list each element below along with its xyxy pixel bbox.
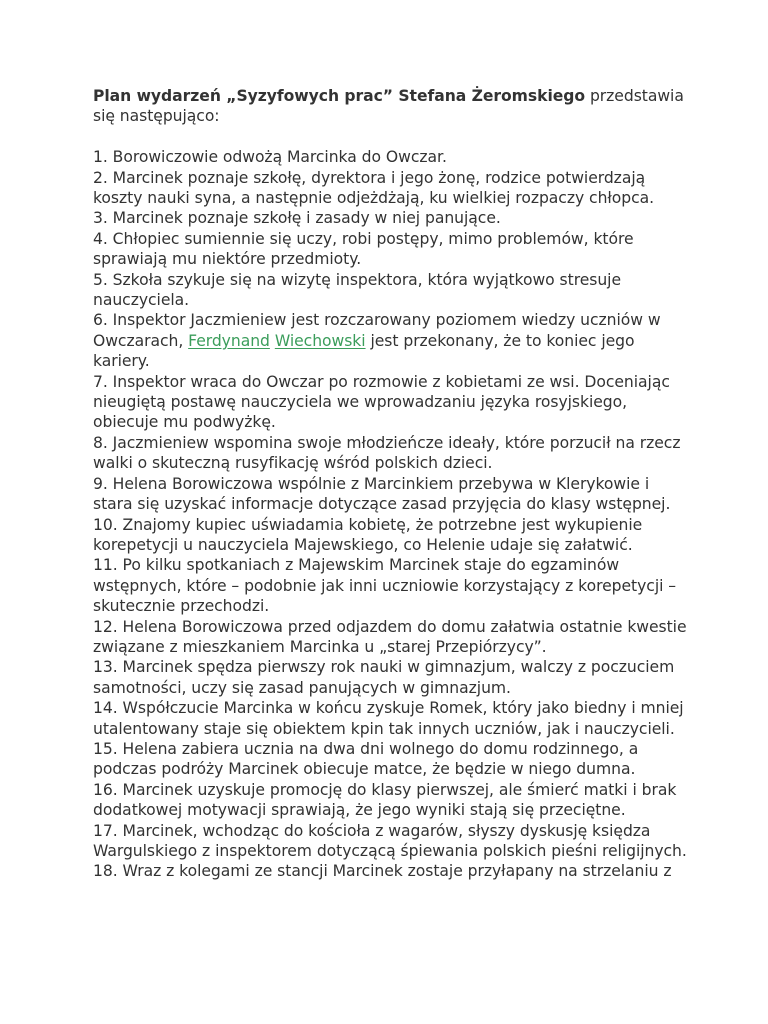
list-item-9: 9. Helena Borowiczowa wspólnie z Marcinkiem przebywa w Klerykowie i stara się uzyskać informacje dotyczące zasad przyjęcia do klasy wstępnej. [93,474,671,514]
list-item-11: 11. Po kilku spotkaniach z Majewskim Marcinek staje do egzaminów wstępnych, które – podobnie jak inni uczniowie korzystający z korepetycji – skutecznie przechodzi. [93,556,677,616]
list-item-1: 1. Borowiczowie odwożą Marcinka do Owczar. [93,148,447,167]
list-item-7: 7. Inspektor wraca do Owczar po rozmowie z kobietami ze wsi. Doceniając nieugiętą postawę nauczyciela we wprowadzaniu języka rosyjskiego, obiecuje mu podwyżkę. [93,372,670,432]
link-wiechowski[interactable]: Wiechowski [274,331,366,350]
list-item-2: 2. Marcinek poznaje szkołę, dyrektora i jego żonę, rodzice potwierdzają koszty nauki syna, a następnie odjeżdżają, ku wielkiej rozpaczy chłopca. [93,168,655,208]
list-item-15: 15. Helena zabiera ucznia na dwa dni wolnego do domu rodzinnego, a podczas podróży Marcinek obiecuje matce, że będzie w niego dumna. [93,739,639,779]
intro-rest: przedstawia się następująco: [93,87,684,126]
list-item-6 [93,310,693,371]
list-item-5: 5. Szkoła szykuje się na wizytę inspektora, która wyjątkowo stresuje nauczyciela. [93,270,621,310]
event-plan-list [93,147,693,882]
list-item-14: 14. Współczucie Marcinka w końcu zyskuje Romek, który jako biedny i mniej utalentowany staje się obiektem kpin tak innych uczniów, jak i nauczycieli. [93,699,684,738]
list-item-12: 12. Helena Borowiczowa przed odjazdem do domu załatwia ostatnie kwestie związane z mieszkaniem Marcinka u „starej Przepiórzycy”. [93,617,687,656]
list-item-10: 10. Znajomy kupiec uświadamia kobietę, że potrzebne jest wykupienie korepetycji u nauczyciela Majewskiego, co Helenie udaje się załatwić. [93,515,643,554]
item6-before: 6. Inspektor Jaczmieniew jest rozczarowany poziomem wiedzy uczniów w Owczarach, [93,311,661,350]
list-item-3: 3. Marcinek poznaje szkołę i zasady w niej panujące. [93,209,501,228]
item6-after: jest przekonany, że to koniec jego kariery. [93,331,635,371]
list-item-17: 17. Marcinek, wchodząc do kościoła z wagarów, słyszy dyskusję księdza Wargulskiego z inspektorem dotyczącą śpiewania polskich pieśni religijnych. [93,821,687,861]
list-item-18: 18. Wraz z kolegami ze stancji Marcinek zostaje przyłapany na strzelaniu z [93,862,672,881]
list-item-16: 16. Marcinek uzyskuje promocję do klasy pierwszej, ale śmierć matki i brak dodatkowej motywacji sprawiają, że jego wyniki stają się przeciętne. [93,780,677,820]
link-ferdynand[interactable]: Ferdynand [188,331,270,350]
document-page [93,86,693,882]
intro-bold-title: Plan wydarzeń „Syzyfowych prac” Stefana Żeromskiego [93,87,586,105]
list-item-8: 8. Jaczmieniew wspomina swoje młodzieńcze ideały, które porzucił na rzecz walki o skuteczną rusyfikację wśród polskich dzieci. [93,433,681,473]
list-item-13: 13. Marcinek spędza pierwszy rok nauki w gimnazjum, walczy z poczuciem samotności, uczy się zasad panujących w gimnazjum. [93,658,675,697]
intro-paragraph [93,86,693,127]
list-item-4: 4. Chłopiec sumiennie się uczy, robi postępy, mimo problemów, które sprawiają mu niektóre przedmioty. [93,229,634,269]
